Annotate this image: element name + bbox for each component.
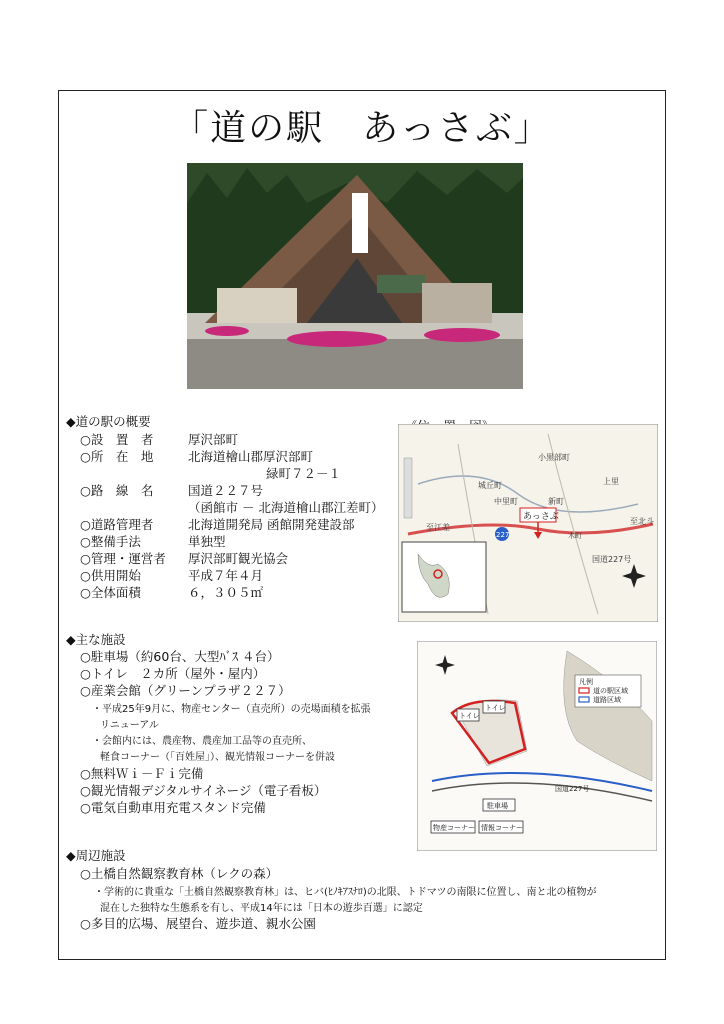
overview-value-1: 厚沢部町 [188, 432, 239, 447]
overview-value-7: 単独型 [188, 534, 226, 549]
site-label-route: 国道227号 [555, 785, 590, 793]
legend-road-area: 道路区域 [593, 696, 621, 704]
legend-title: 凡例 [579, 678, 593, 686]
facility-note-4: 軽食コーナー（「百姓屋」）、観光情報コーナーを併設 [100, 752, 335, 763]
route-shield: 227 [496, 531, 510, 539]
overview-label-2: ○所 在 地 [80, 449, 154, 464]
nearby-heading: ◆周辺施設 [66, 848, 126, 863]
legend-station-area: 道の駅区域 [593, 687, 628, 695]
site-label-parking: 駐車場 [487, 802, 508, 810]
nearby-note-2: 混在した独特な生態系を有し、平成14年には「日本の遊歩百選」に認定 [100, 903, 423, 914]
place-nakazato: 中里町 [494, 497, 518, 506]
overview-label-7: ○整備手法 [80, 534, 141, 549]
overview-value-4: 国道２２７号 [188, 483, 264, 498]
overview-label-1: ○設 置 者 [80, 432, 154, 447]
overview-value-6: 北海道開発局 函館開発建設部 [188, 517, 355, 532]
place-to-hokuto: 至北斗 [630, 517, 654, 526]
place-kimachi: 木町 [568, 532, 582, 540]
site-label-toilet-1: トイレ [459, 712, 480, 720]
location-map [398, 424, 658, 622]
facility-ev: ○電気自動車用充電スタンド完備 [80, 800, 266, 815]
place-shinmachi: 新町 [548, 497, 564, 506]
facility-parking: ○駐車場（約60台、大型ﾊﾞｽ ４台） [80, 649, 280, 664]
site-label-shop: 物産コーナー [433, 824, 475, 832]
overview-label-8: ○管理・運営者 [80, 551, 166, 566]
site-label-toilet-2: トイレ [485, 704, 506, 712]
station-photo [187, 163, 523, 389]
place-shirooka: 城丘町 [478, 481, 502, 490]
facilities-heading: ◆主な施設 [66, 632, 126, 647]
overview-value-8: 厚沢部町観光協会 [188, 551, 289, 566]
facility-note-2: リニューアル [100, 720, 159, 731]
overview-value-3: 緑町７２－１ [266, 466, 342, 481]
facility-toilet: ○トイレ ２カ所（屋外・屋内） [80, 666, 266, 681]
place-kokurobe: 小黒部町 [538, 453, 570, 462]
nearby-note-1: ・学術的に貴重な「土橋自然観察教育林」は、ヒバ(ﾋﾉｷｱｽﾅﾛ)の北限、トドマツの南限に位置し、南と北の植物が [94, 887, 597, 898]
facility-signage: ○観光情報デジタルサイネージ（電子看板） [80, 783, 327, 798]
facility-hall: ○産業会館（グリーンプラザ２２７） [80, 683, 291, 698]
overview-value-9: 平成７年４月 [188, 568, 264, 583]
overview-heading: ◆道の駅の概要 [66, 414, 151, 429]
place-to-esashi: 至江差 [426, 523, 450, 532]
overview-label-6: ○道路管理者 [80, 517, 154, 532]
overview-value-2: 北海道檜山郡厚沢部町 [188, 449, 314, 464]
facility-wifi: ○無料Ｗｉ－Ｆｉ完備 [80, 766, 204, 781]
facility-note-3: ・会館内には、農産物、農産加工品等の直売所、 [92, 736, 312, 747]
nearby-item-park: ○多目的広場、展望台、遊歩道、親水公園 [80, 916, 316, 931]
overview-label-4: ○路 線 名 [80, 483, 154, 498]
overview-value-10: ６，３０５㎡ [188, 585, 264, 600]
overview-value-5: （函館市 － 北海道檜山郡江差町） [188, 500, 384, 515]
location-marker-label: あっさぶ [523, 512, 559, 522]
station-photo-image [187, 163, 523, 389]
facility-note-1: ・平成25年9月に、物産センター（直売所）の売場面積を拡張 [92, 704, 371, 715]
overview-label-9: ○供用開始 [80, 568, 141, 583]
site-label-info: 情報コーナー [481, 824, 523, 832]
site-map [417, 641, 657, 851]
place-route-227: 国道227号 [592, 555, 632, 564]
place-kamisato: 上里 [603, 477, 619, 486]
page-title: 「道の駅 あっさぶ」 [172, 108, 552, 149]
overview-label-10: ○全体面積 [80, 585, 141, 600]
nearby-item-forest: ○土橋自然観察教育林（レクの森） [80, 866, 279, 881]
